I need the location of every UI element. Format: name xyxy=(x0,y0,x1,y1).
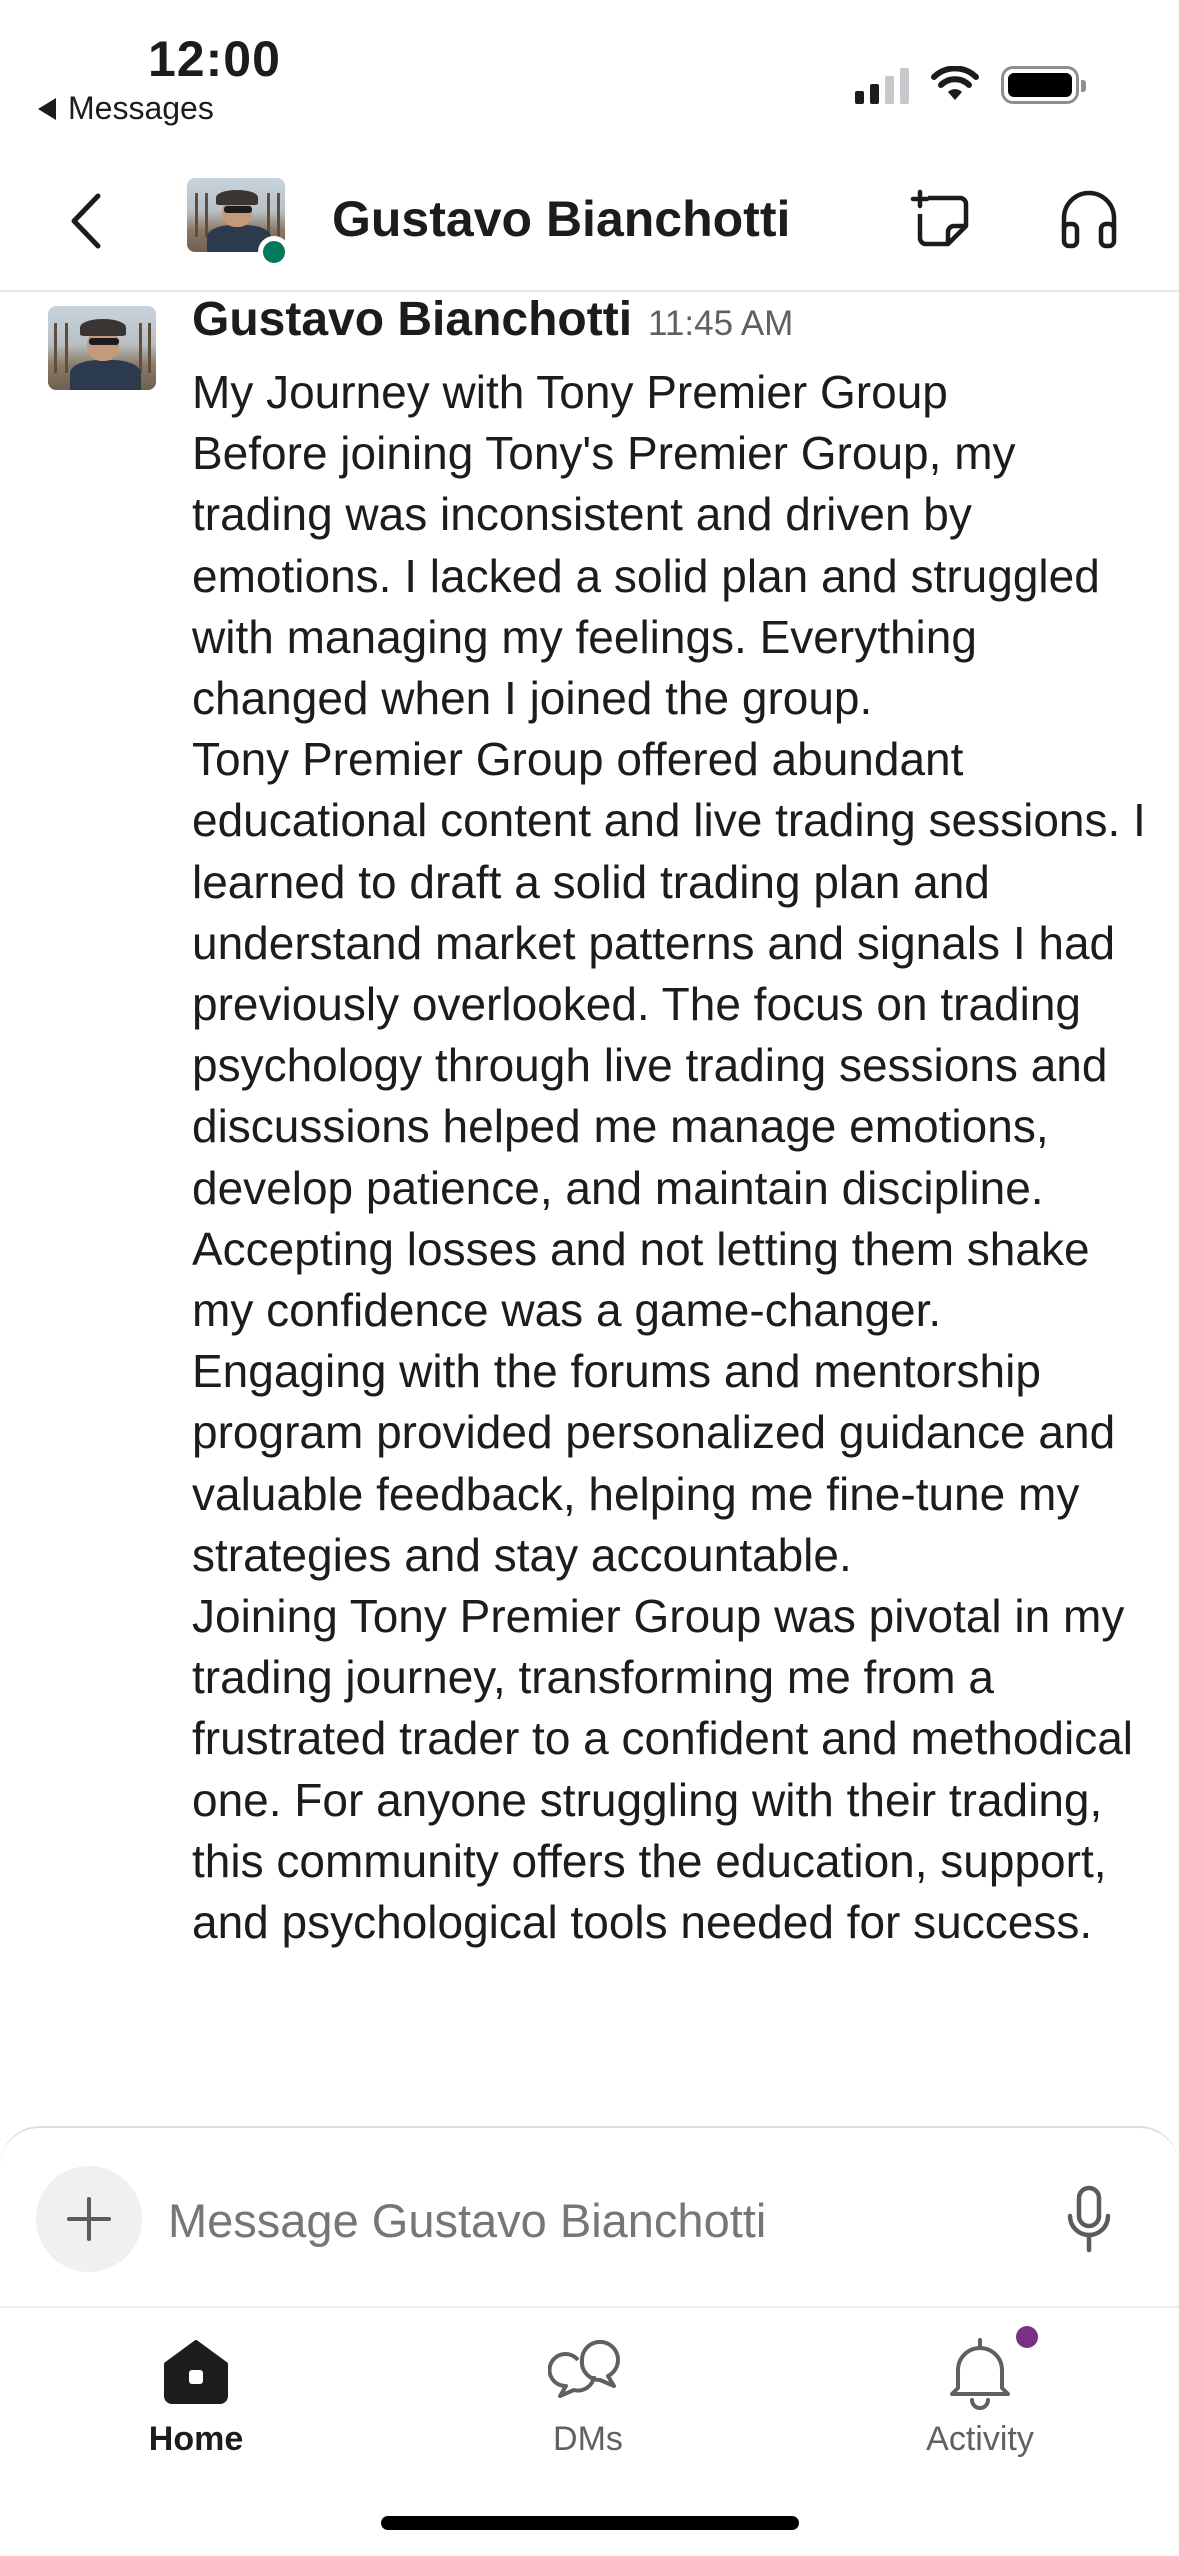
message-timestamp[interactable]: 11:45 AM xyxy=(648,304,794,343)
message-author[interactable]: Gustavo Bianchotti xyxy=(192,293,633,346)
back-app-label: Messages xyxy=(68,90,214,126)
canvas-icon[interactable] xyxy=(910,188,974,252)
message-paragraph: Before joining Tony's Premier Group, my trading was inconsistent and driven by emotions. I lacked a solid plan and struggled with managing my feelings. Everything changed when I joined the group. xyxy=(192,427,1100,725)
tab-label: Activity xyxy=(926,2420,1034,2458)
home-icon xyxy=(156,2330,236,2410)
tab-label: DMs xyxy=(553,2420,623,2458)
tab-label: Home xyxy=(148,2420,244,2458)
presence-indicator xyxy=(258,236,290,268)
message-avatar[interactable] xyxy=(48,306,156,390)
message-paragraph: My Journey with Tony Premier Group xyxy=(192,366,948,418)
status-icons xyxy=(855,66,1079,104)
conversation-title[interactable]: Gustavo Bianchotti xyxy=(332,191,791,247)
conversation-header xyxy=(0,150,1179,292)
message-composer xyxy=(0,2126,1179,2306)
battery-icon xyxy=(1001,66,1079,104)
add-attachment-button[interactable] xyxy=(36,2166,142,2272)
bell-icon xyxy=(940,2330,1020,2410)
notification-dot xyxy=(1016,2326,1038,2348)
dms-icon xyxy=(548,2330,628,2410)
message-paragraph: Tony Premier Group offered abundant educational content and live trading sessions. I learned to draft a solid trading plan and understand market patterns and signals I had previously overlooked. The focus on trading psychology through live trading sessions and discussions helped me manage emotions, develop patience, and maintain discipline. Accepting losses and not letting them shake my confidence was a game-changer. xyxy=(192,733,1146,1337)
message-input[interactable] xyxy=(168,2180,1008,2260)
message-body xyxy=(192,362,1152,1953)
tab-dms[interactable] xyxy=(468,2330,708,2480)
message-paragraph: Joining Tony Premier Group was pivotal in my trading journey, transforming me from a frustrated trader to a confident and methodical one. For anyone struggling with their trading, this community offers the education, support, and psychological tools needed for success. xyxy=(192,1590,1134,1949)
tab-home[interactable] xyxy=(76,2330,316,2480)
status-bar xyxy=(0,0,1179,150)
status-time: 12:00 xyxy=(148,31,281,87)
headphones-icon[interactable] xyxy=(1058,186,1120,252)
message-header xyxy=(192,292,793,347)
message-paragraph: Engaging with the forums and mentorship program provided personalized guidance and valuable feedback, helping me fine-tune my strategies and stay accountable. xyxy=(192,1345,1116,1581)
wifi-icon xyxy=(931,66,979,104)
tab-activity[interactable] xyxy=(860,2330,1100,2480)
microphone-icon[interactable] xyxy=(1064,2182,1114,2258)
back-triangle-icon xyxy=(38,98,56,120)
home-indicator[interactable] xyxy=(381,2516,799,2530)
cellular-signal-icon xyxy=(855,66,909,104)
back-to-app-link[interactable] xyxy=(38,90,214,127)
chevron-left-icon[interactable] xyxy=(60,186,116,256)
